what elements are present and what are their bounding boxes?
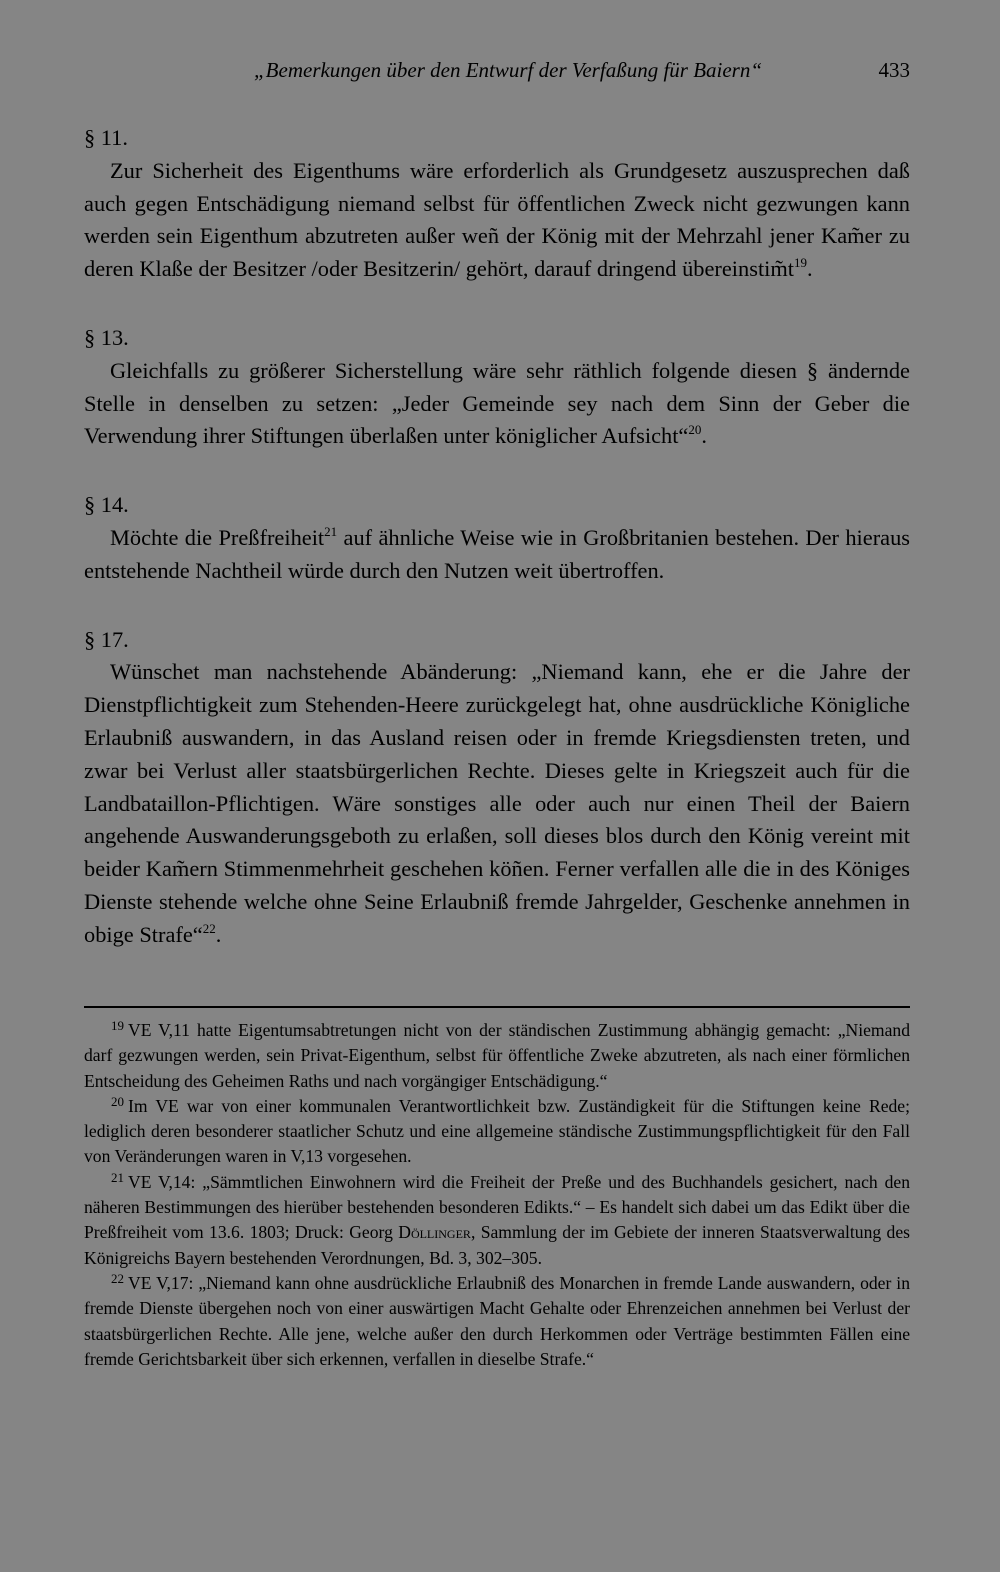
section-text-part: Möchte die Preßfreiheit	[110, 524, 325, 550]
footnote-divider	[84, 1006, 910, 1008]
footnote-text: Im VE war von einer kommunalen Verantwortlichkeit bzw. Zuständigkeit für die Stiftungen keine Rede; lediglich deren besonderer staatlicher Schutz und eine allgemeine ständische Zustimmungspflichtigkeit für den Fall von Veränderungen waren in V,13 vorgesehen.	[84, 1095, 910, 1167]
section-13	[84, 322, 910, 453]
page-number: 433	[878, 58, 910, 82]
footnote-text: VE V,11 hatte Eigentumsabtretungen nicht von der ständischen Zustimmung abhängig gemacht: „Niemand darf gezwungen werden, sein Privat-Eigenthum, selbst für öffentliche Zweke abzutreten, als nach einer förmlichen Entscheidung des Geheimen Raths und nach vorgängiger Entschädigung.“	[84, 1020, 910, 1091]
footnote-reference: 21	[324, 523, 338, 539]
section-heading: § 14.	[84, 492, 129, 518]
footnote-21	[84, 1170, 910, 1271]
footnote-reference: 20	[688, 422, 702, 438]
section-heading: § 13.	[84, 324, 129, 350]
section-text-end: .	[807, 256, 813, 282]
section-text	[84, 155, 910, 286]
footnote-reference: 22	[202, 920, 216, 936]
section-text-part: Zur Sicherheit des Eigenthums wäre erforderlich als Grundgesetz auszusprechen daß auch gegen Entschädigung niemand selbst für öffentlichen Zweck nicht gezwungen kann werden sein Eigenthum abzutreten außer weñ der König mit der Mehrzahl jener Kam̃er zu deren Klaße der Besitzer /oder Besitzerin/ gehört, darauf dringend übereinstim̃t	[84, 157, 910, 282]
footnote-text: VE V,14: „Sämmtlichen Einwohnern wird die Freiheit der Preße und des Buchhandels gesichert, nach den näheren Bestimmungen des hierüber bestehenden besonderen Edikts.“ – Es handelt sich dabei um das Edikt über die Preßfreiheit vom 13.6. 1803; Druck: Georg	[84, 1171, 910, 1243]
footnote-number: 21	[111, 1169, 124, 1185]
footnote-text: VE V,17: „Niemand kann ohne ausdrückliche Erlaubniß des Monarchen in fremde Lande auswandern, oder in fremde Dienste übergehen noch von einer auswärtigen Macht Gehalte oder Ehrenzeichen annehmen bei Verlust der staatsbürgerlichen Rechte. Alle jene, welche außer den durch Herkommen oder Verträge bestimmten Fällen eine fremde Gerichtsbarkeit über sich erkennen, verfallen in dieselbe Strafe.“	[84, 1272, 910, 1369]
section-text-end: .	[215, 921, 222, 947]
section-heading: § 17.	[84, 626, 129, 652]
section-text-end: auf ähnliche Weise wie in Großbritanien bestehen. Der hieraus entstehende Nachtheil würde durch den Nutzen weit übertroffen.	[84, 524, 910, 583]
running-title: „Bemerkungen über den Entwurf der Verfaßung für Baiern“	[254, 58, 763, 82]
section-17	[84, 624, 910, 952]
footnote-20	[84, 1094, 910, 1170]
footnote-number: 19	[111, 1018, 124, 1033]
section-text	[84, 522, 910, 588]
section-text	[84, 656, 910, 951]
section-14	[84, 489, 910, 587]
section-text-end: .	[701, 423, 707, 449]
section-text	[84, 355, 910, 453]
section-11	[84, 122, 910, 286]
section-text-part: Gleichfalls zu größerer Sicherstellung wäre sehr räthlich folgende diesen § ändernde Stelle in denselben zu setzen: „Jeder Gemeinde sey nach dem Sinn der Geber die Verwendung ihrer Stiftungen überlaßen unter königlicher Aufsicht“	[84, 357, 910, 449]
footnote-reference: 19	[794, 255, 808, 271]
footnote-number: 20	[111, 1093, 124, 1109]
footnote-number: 22	[111, 1270, 124, 1286]
section-heading: § 11.	[84, 125, 128, 150]
section-text-part: Wünschet man nachstehende Abänderung: „Niemand kann, ehe er die Jahre der Dienstpflichtigkeit zum Stehenden-Heere zurückgelegt hat, ohne ausdrückliche Königliche Erlaubniß auswandern, in das Ausland reisen oder in fremde Kriegsdiensten treten, und zwar bei Verlust aller staatsbürgerlichen Rechte. Dieses gelte in Kriegszeit auch für die Landbataillon-Pflichtigen. Wäre sonstiges alle oder auch nur einen Theil der Baiern angehende Auswanderungsgeboth zu erlaßen, soll dieses blos durch den König vereint mit beider Kam̃ern Stimmenmehrheit geschehen köñen. Ferner verfallen alle die in des Königes Dienste stehende welche ohne Seine Erlaubniß fremde Jahrgelder, Geschenke annehmen in obige Strafe“	[84, 659, 910, 947]
running-head	[84, 58, 910, 90]
footnote-19	[84, 1018, 910, 1094]
footnotes	[84, 1018, 910, 1372]
main-text	[84, 122, 910, 988]
footnote-22	[84, 1271, 910, 1372]
author-name: Döllinger	[398, 1222, 471, 1243]
footnote-text-end: , Sammlung der im Gebiete der inneren Staatsverwaltung des Königreichs Bayern bestehenden Verordnungen, Bd. 3, 302–305.	[84, 1222, 911, 1268]
